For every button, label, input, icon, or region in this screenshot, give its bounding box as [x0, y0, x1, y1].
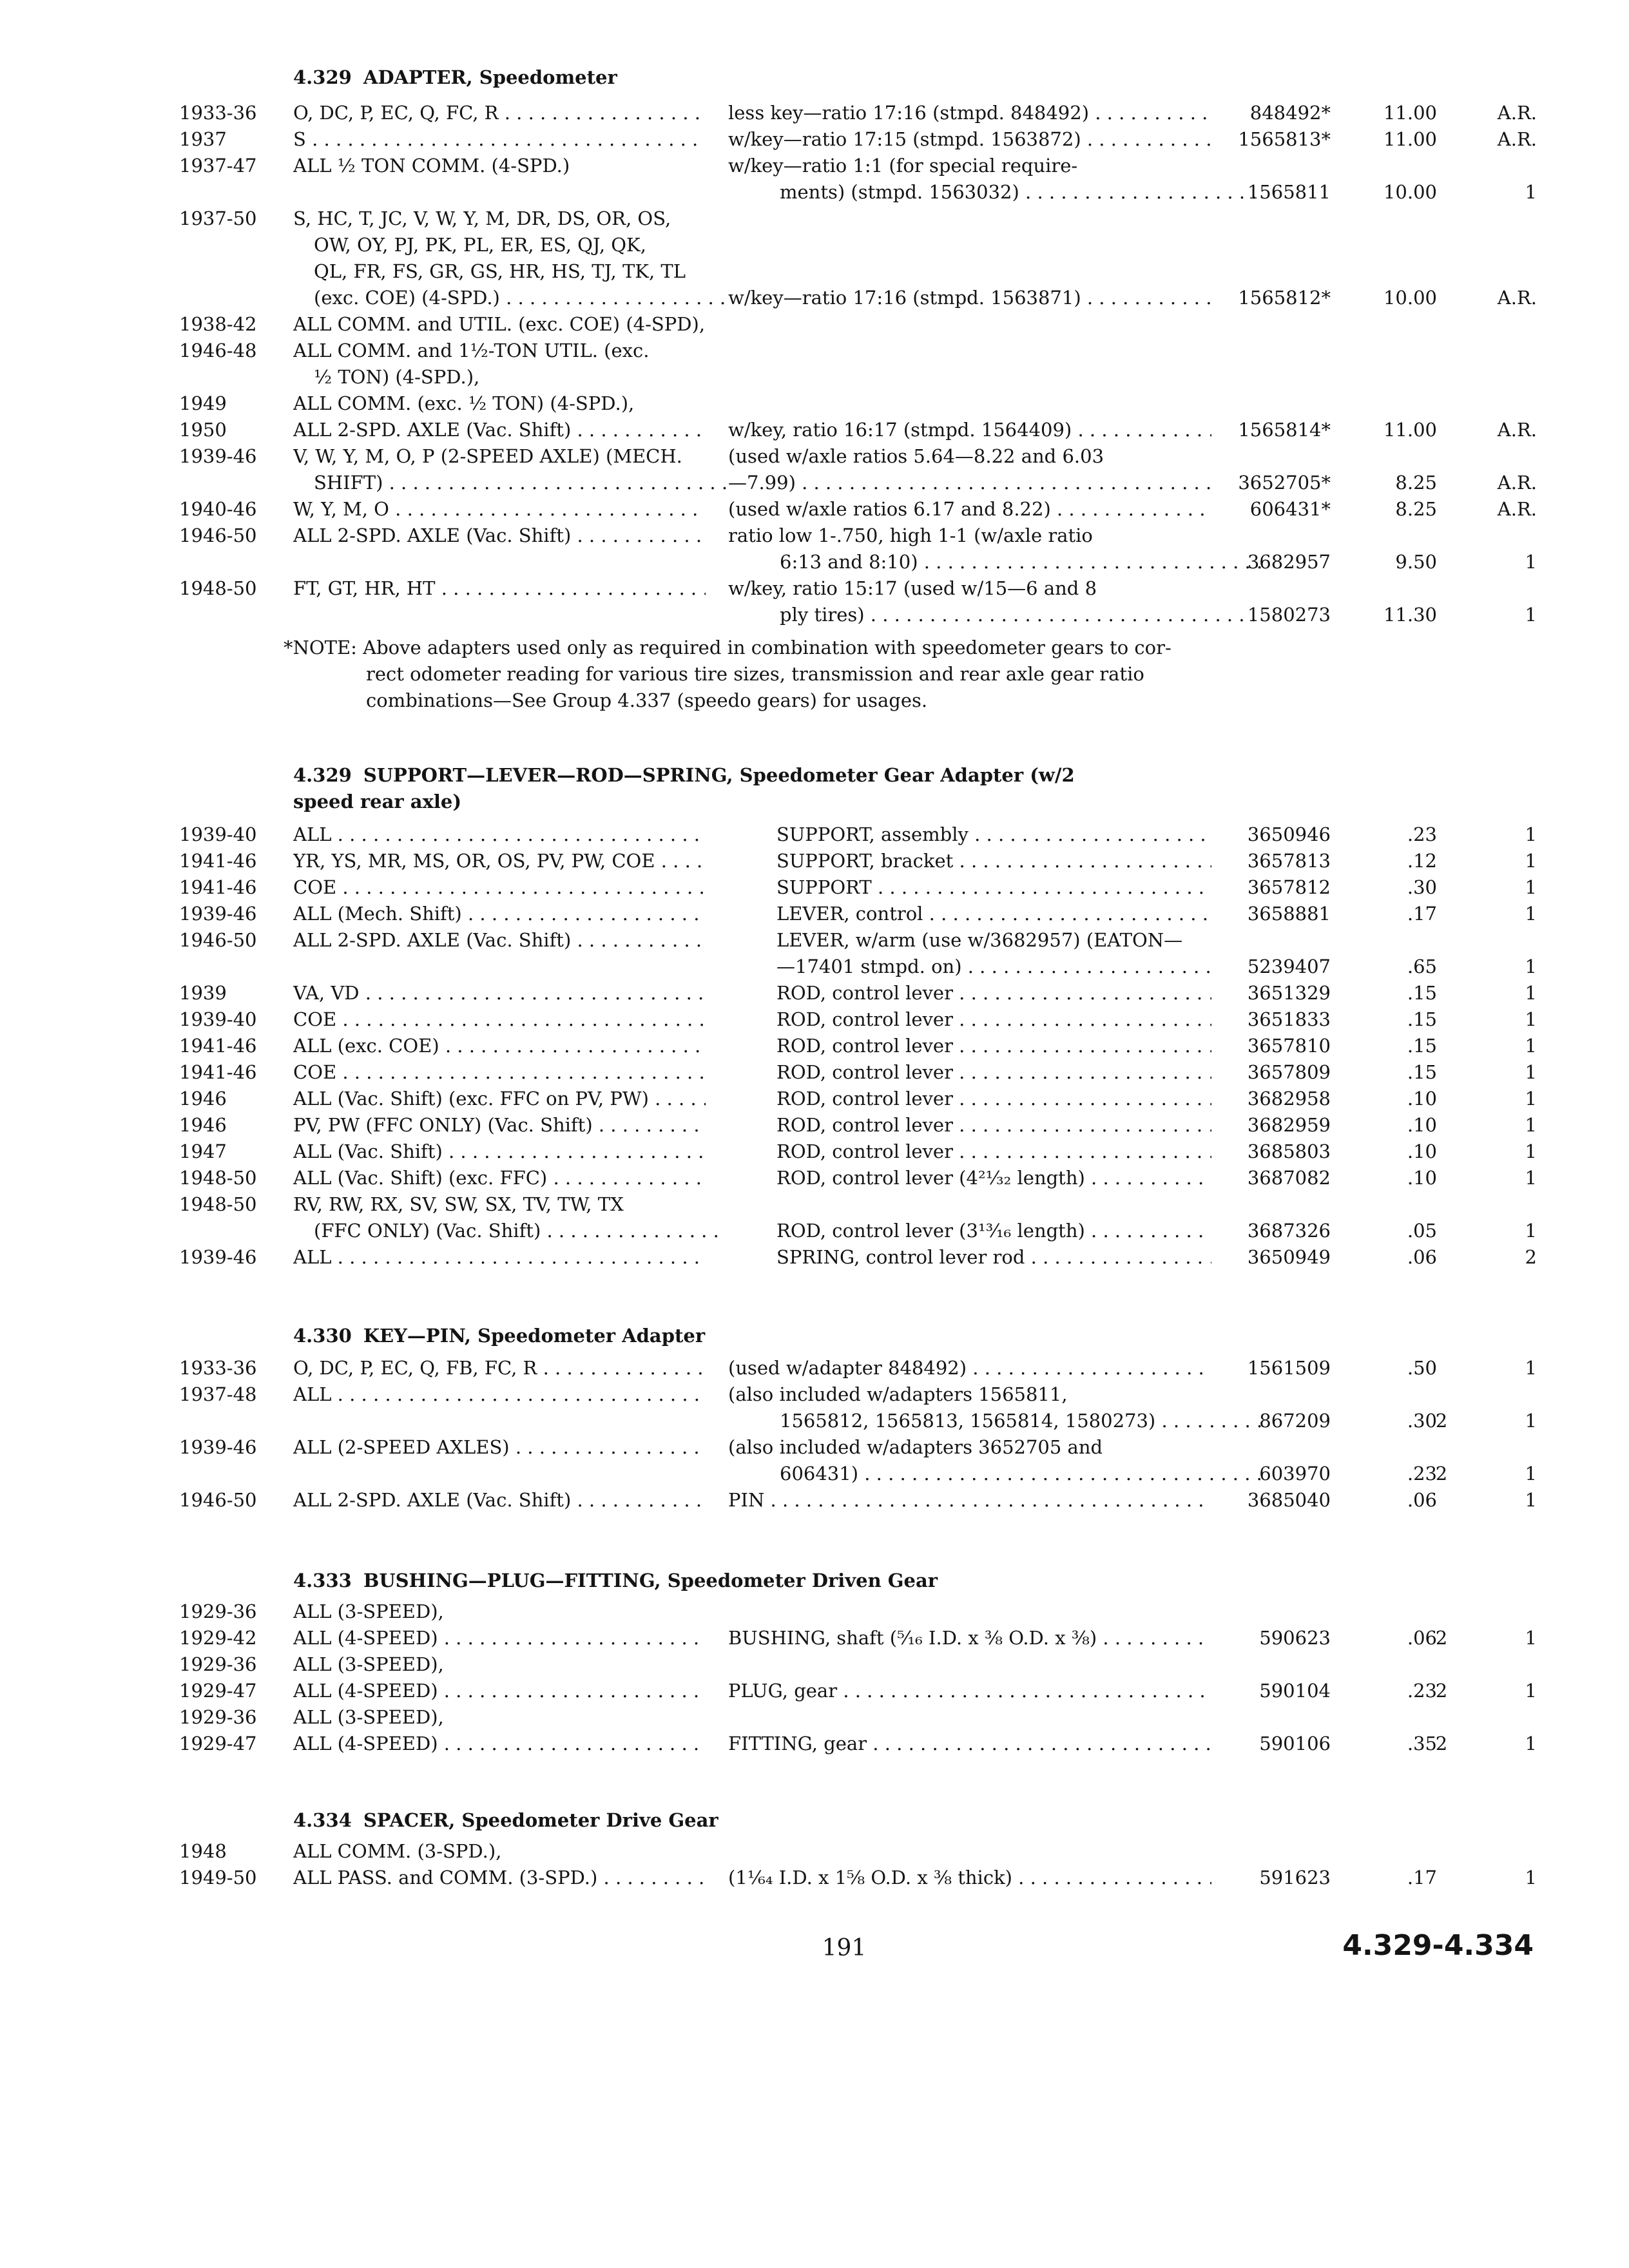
model-application: SHIFT) . . . — [293, 470, 726, 496]
part-number: 3682958 — [1247, 1088, 1331, 1110]
quantity-used: 1 — [1525, 1088, 1537, 1110]
section-heading — [293, 1568, 1260, 1594]
table-row — [0, 927, 1629, 954]
section-number: 4.334 — [293, 1809, 352, 1831]
quantity-used: 1 — [1525, 1035, 1537, 1057]
part-description: 1565812, 1565813, 1565814, 1580273) . . . — [728, 1408, 1263, 1434]
table-row — [0, 1191, 1629, 1218]
model-application: ALL . . . — [293, 1381, 706, 1408]
quantity-used: 1 — [1525, 1140, 1537, 1162]
part-description: PIN . . . — [728, 1487, 1211, 1514]
table-row — [0, 1355, 1629, 1381]
section-number: 4.329 — [293, 66, 352, 88]
table-row — [0, 258, 1629, 285]
part-description: ROD, control lever . . . — [776, 1139, 1211, 1165]
part-number: 3650946 — [1247, 823, 1331, 845]
table-row — [0, 100, 1629, 126]
part-description: less key—ratio 17:16 (stmpd. 848492) . . . — [728, 100, 1211, 126]
quantity-per-set: 2 — [1435, 1733, 1448, 1754]
model-year: 1939-40 — [179, 823, 257, 845]
quantity-used: A.R. — [1497, 128, 1537, 150]
part-number: 3650949 — [1247, 1246, 1331, 1268]
quantity-used: A.R. — [1497, 287, 1537, 309]
part-description: SPRING, control lever rod . . . — [776, 1244, 1211, 1271]
list-price: 10.00 — [1383, 181, 1437, 203]
table-row — [0, 549, 1629, 575]
model-application: ALL COMM. and 1½-TON UTIL. (exc. — [293, 340, 650, 361]
quantity-used: 1 — [1525, 1463, 1537, 1485]
quantity-per-set: 2 — [1435, 1410, 1448, 1432]
model-year: 1946-48 — [179, 340, 257, 361]
model-application: (exc. COE) (4-SPD.) . . . — [293, 285, 726, 311]
model-application: RV, RW, RX, SV, SW, SX, TV, TW, TX — [293, 1193, 624, 1215]
section-title: KEY—PIN, Speedometer Adapter — [363, 1325, 706, 1347]
model-year: 1941-46 — [179, 1061, 257, 1083]
model-application: ALL (Vac. Shift) (exc. FFC) . . . — [293, 1165, 706, 1191]
table-row — [0, 443, 1629, 470]
part-number: 3657809 — [1247, 1061, 1331, 1083]
model-year: 1946-50 — [179, 524, 257, 546]
model-application: ALL (Vac. Shift) . . . — [293, 1139, 706, 1165]
model-application: COE . . . — [293, 1006, 706, 1033]
quantity-used: 1 — [1525, 1357, 1537, 1379]
list-price: 8.25 — [1395, 472, 1437, 494]
model-year: 1937-47 — [179, 155, 257, 177]
part-number: 3682957 — [1247, 551, 1331, 573]
model-application: ALL COMM. and UTIL. (exc. COE) (4-SPD), — [293, 313, 706, 335]
quantity-per-set: 2 — [1435, 1627, 1448, 1649]
part-number: 3651329 — [1247, 982, 1331, 1004]
part-number: 3687326 — [1247, 1220, 1331, 1242]
model-year: 1949-50 — [179, 1867, 257, 1888]
section-title: ADAPTER, Speedometer — [363, 66, 617, 88]
list-price: .12 — [1407, 850, 1437, 872]
quantity-per-set: 2 — [1435, 1680, 1448, 1702]
model-year: 1940-46 — [179, 498, 257, 520]
model-application: ALL PASS. and COMM. (3-SPD.) . . . — [293, 1865, 706, 1891]
quantity-used: 1 — [1525, 181, 1537, 203]
part-description: ROD, control lever . . . — [776, 1086, 1211, 1112]
model-application: S, HC, T, JC, V, W, Y, M, DR, DS, OR, OS, — [293, 207, 671, 229]
quantity-used: 1 — [1525, 1410, 1537, 1432]
table-row — [0, 1461, 1629, 1487]
note-line: rect odometer reading for various tire sizes, transmission and rear axle gear ratio — [366, 663, 1144, 685]
model-application: ALL (Mech. Shift) . . . — [293, 901, 706, 927]
model-application: VA, VD . . . — [293, 980, 706, 1006]
part-number: 591623 — [1259, 1867, 1331, 1888]
quantity-used: 1 — [1525, 956, 1537, 977]
model-application: ALL COMM. (3-SPD.), — [293, 1840, 502, 1862]
list-price: .23 — [1407, 1680, 1437, 1702]
group-range: 4.329-4.334 — [1342, 1929, 1534, 1962]
part-description: (also included w/adapters 3652705 and — [728, 1436, 1103, 1458]
part-description: (also included w/adapters 1565811, — [728, 1383, 1068, 1405]
model-application: ALL (3-SPEED), — [293, 1600, 444, 1622]
part-number: 3685040 — [1247, 1489, 1331, 1511]
model-application: ALL . . . — [293, 822, 706, 848]
quantity-used: 1 — [1525, 982, 1537, 1004]
model-application: ALL 2-SPD. AXLE (Vac. Shift) . . . — [293, 523, 706, 549]
part-number: 3657812 — [1247, 876, 1331, 898]
model-application: ALL COMM. (exc. ½ TON) (4-SPD.), — [293, 392, 635, 414]
list-price: 11.00 — [1383, 419, 1437, 441]
part-description: ROD, control lever (4²¹⁄₃₂ length) . . . — [776, 1165, 1211, 1191]
table-row — [0, 1599, 1629, 1625]
quantity-used: 1 — [1525, 823, 1537, 845]
model-year: 1929-36 — [179, 1706, 257, 1728]
part-number: 1561509 — [1247, 1357, 1331, 1379]
model-application: ALL . . . — [293, 1244, 706, 1271]
table-row — [0, 822, 1629, 848]
section-heading — [293, 1323, 1260, 1349]
table-row — [0, 1112, 1629, 1139]
part-description: (used w/axle ratios 6.17 and 8.22) . . . — [728, 496, 1211, 523]
list-price: .06 — [1407, 1246, 1437, 1268]
model-application: ALL (Vac. Shift) (exc. FFC on PV, PW) . . . — [293, 1086, 706, 1112]
quantity-used: 1 — [1525, 604, 1537, 626]
model-application: COE . . . — [293, 874, 706, 901]
model-year: 1946-50 — [179, 1489, 257, 1511]
part-number: 3657810 — [1247, 1035, 1331, 1057]
table-row — [0, 1408, 1629, 1434]
part-description: ROD, control lever (3¹³⁄₁₆ length) . . . — [776, 1218, 1211, 1244]
list-price: .15 — [1407, 982, 1437, 1004]
list-price: .15 — [1407, 1008, 1437, 1030]
model-application: YR, YS, MR, MS, OR, OS, PV, PW, COE . . . — [293, 848, 706, 874]
table-row — [0, 1838, 1629, 1865]
part-number: 848492* — [1249, 102, 1331, 124]
list-price: 9.50 — [1395, 551, 1437, 573]
list-price: 11.00 — [1383, 128, 1437, 150]
model-application: QL, FR, FS, GR, GS, HR, HS, TJ, TK, TL — [314, 260, 686, 282]
part-number: 606431* — [1249, 498, 1331, 520]
table-row — [0, 153, 1629, 179]
part-description: —17401 stmpd. on) . . . — [776, 954, 1211, 980]
part-description: w/key—ratio 17:15 (stmpd. 1563872) . . . — [728, 126, 1211, 153]
model-year: 1949 — [179, 392, 227, 414]
part-number: 1580273 — [1247, 604, 1331, 626]
table-row — [0, 1865, 1629, 1891]
list-price: .10 — [1407, 1114, 1437, 1136]
quantity-used: 1 — [1525, 1061, 1537, 1083]
table-row — [0, 206, 1629, 232]
table-row — [0, 311, 1629, 338]
section-title: BUSHING—PLUG—FITTING, Speedometer Driven Gear — [363, 1570, 938, 1591]
part-description: SUPPORT, assembly . . . — [776, 822, 1211, 848]
table-row — [0, 1244, 1629, 1271]
part-description: (1¹⁄₆₄ I.D. x 1⅝ O.D. x ⅜ thick) . . . — [728, 1865, 1211, 1891]
quantity-used: 1 — [1525, 551, 1537, 573]
model-year: 1948-50 — [179, 577, 257, 599]
list-price: .06 — [1407, 1627, 1437, 1649]
list-price: .23 — [1407, 1463, 1437, 1485]
section-number: 4.333 — [293, 1570, 352, 1591]
list-price: .17 — [1407, 1867, 1437, 1888]
model-year: 1939-46 — [179, 1246, 257, 1268]
part-description: w/key, ratio 16:17 (stmpd. 1564409) . . . — [728, 417, 1211, 443]
part-description: ROD, control lever . . . — [776, 1059, 1211, 1086]
part-number: 1565811 — [1247, 181, 1331, 203]
table-row — [0, 417, 1629, 443]
table-row — [0, 575, 1629, 602]
table-row — [0, 523, 1629, 549]
part-number: 867209 — [1259, 1410, 1331, 1432]
model-year: 1929-47 — [179, 1733, 257, 1754]
quantity-used: 1 — [1525, 876, 1537, 898]
model-year: 1941-46 — [179, 850, 257, 872]
section-heading — [293, 762, 1260, 815]
part-description: SUPPORT . . . — [776, 874, 1211, 901]
section-title: SUPPORT—LEVER—ROD—SPRING, Speedometer Gear Adapter (w/2 speed rear axle) — [293, 764, 1075, 812]
section-heading — [293, 1807, 1260, 1834]
part-description: FITTING, gear . . . — [728, 1731, 1211, 1757]
part-description: LEVER, control . . . — [776, 901, 1211, 927]
section-note — [284, 635, 1211, 714]
list-price: .15 — [1407, 1061, 1437, 1083]
quantity-used: 1 — [1525, 850, 1537, 872]
table-row — [0, 1434, 1629, 1461]
part-description: BUSHING, shaft (⁵⁄₁₆ I.D. x ⅜ O.D. x ⅜) . . . — [728, 1625, 1211, 1651]
part-number: 3682959 — [1247, 1114, 1331, 1136]
model-application: ALL (4-SPEED) . . . — [293, 1625, 706, 1651]
table-row — [0, 496, 1629, 523]
model-year: 1939-46 — [179, 445, 257, 467]
quantity-used: A.R. — [1497, 419, 1537, 441]
model-application: OW, OY, PJ, PK, PL, ER, ES, QJ, QK, — [314, 234, 646, 256]
part-description: ROD, control lever . . . — [776, 1006, 1211, 1033]
table-row — [0, 126, 1629, 153]
model-application: O, DC, P, EC, Q, FB, FC, R . . . — [293, 1355, 706, 1381]
table-row — [0, 285, 1629, 311]
list-price: .30 — [1407, 876, 1437, 898]
list-price: 8.25 — [1395, 498, 1437, 520]
model-year: 1947 — [179, 1140, 227, 1162]
model-application: ALL (3-SPEED), — [293, 1706, 444, 1728]
part-description: SUPPORT, bracket . . . — [776, 848, 1211, 874]
model-year: 1939-46 — [179, 903, 257, 925]
table-row — [0, 1218, 1629, 1244]
quantity-used: 1 — [1525, 1627, 1537, 1649]
table-row — [0, 1651, 1629, 1678]
part-description: LEVER, w/arm (use w/3682957) (EATON— — [776, 929, 1183, 951]
table-row — [0, 1731, 1629, 1757]
part-description: ROD, control lever . . . — [776, 980, 1211, 1006]
table-row — [0, 1487, 1629, 1514]
table-row — [0, 1165, 1629, 1191]
model-application: (FFC ONLY) (Vac. Shift) . . . — [293, 1218, 726, 1244]
list-price: 10.00 — [1383, 287, 1437, 309]
model-application: ALL (3-SPEED), — [293, 1653, 444, 1675]
table-row — [0, 1625, 1629, 1651]
quantity-used: A.R. — [1497, 498, 1537, 520]
table-row — [0, 338, 1629, 364]
quantity-used: 1 — [1525, 1489, 1537, 1511]
part-number: 3658881 — [1247, 903, 1331, 925]
section-title: SPACER, Speedometer Drive Gear — [363, 1809, 718, 1831]
page-number: 191 — [822, 1935, 867, 1961]
table-row — [0, 179, 1629, 206]
table-row — [0, 1139, 1629, 1165]
part-number: 3685803 — [1247, 1140, 1331, 1162]
list-price: .15 — [1407, 1035, 1437, 1057]
quantity-used: 2 — [1525, 1246, 1537, 1268]
list-price: .30 — [1407, 1410, 1437, 1432]
part-number: 1565814* — [1238, 419, 1331, 441]
quantity-used: 1 — [1525, 1733, 1537, 1754]
model-year: 1948 — [179, 1840, 227, 1862]
part-description: 6:13 and 8:10) . . . — [728, 549, 1263, 575]
model-year: 1938-42 — [179, 313, 257, 335]
quantity-used: 1 — [1525, 1008, 1537, 1030]
part-number: 603970 — [1259, 1463, 1331, 1485]
table-row — [0, 232, 1629, 258]
note-line: *NOTE: Above adapters used only as required in combination with speedometer gears to cor- — [284, 637, 1171, 658]
quantity-used: 1 — [1525, 1867, 1537, 1888]
model-application: O, DC, P, EC, Q, FC, R . . . — [293, 100, 706, 126]
model-year: 1939-46 — [179, 1436, 257, 1458]
model-application: W, Y, M, O . . . — [293, 496, 706, 523]
model-year: 1939-40 — [179, 1008, 257, 1030]
table-row — [0, 470, 1629, 496]
model-year: 1933-36 — [179, 1357, 257, 1379]
list-price: .10 — [1407, 1088, 1437, 1110]
list-price: .06 — [1407, 1489, 1437, 1511]
table-row — [0, 874, 1629, 901]
list-price: .23 — [1407, 823, 1437, 845]
table-row — [0, 848, 1629, 874]
model-year: 1950 — [179, 419, 227, 441]
model-application: V, W, Y, M, O, P (2-SPEED AXLE) (MECH. — [293, 445, 682, 467]
model-application: ALL (4-SPEED) . . . — [293, 1731, 706, 1757]
part-number: 1565813* — [1238, 128, 1331, 150]
model-application: ALL (2-SPEED AXLES) . . . — [293, 1434, 706, 1461]
model-year: 1929-42 — [179, 1627, 257, 1649]
list-price: .65 — [1407, 956, 1437, 977]
section-number: 4.329 — [293, 764, 352, 786]
table-row — [0, 1086, 1629, 1112]
model-application: ALL 2-SPD. AXLE (Vac. Shift) . . . — [293, 1487, 706, 1514]
quantity-used: A.R. — [1497, 102, 1537, 124]
model-application: ALL 2-SPD. AXLE (Vac. Shift) . . . — [293, 417, 706, 443]
table-row — [0, 954, 1629, 980]
model-year: 1929-36 — [179, 1653, 257, 1675]
part-number: 3651833 — [1247, 1008, 1331, 1030]
table-row — [0, 1006, 1629, 1033]
model-application: S . . . — [293, 126, 706, 153]
model-application: ALL 2-SPD. AXLE (Vac. Shift) . . . — [293, 927, 706, 954]
model-application: FT, GT, HR, HT . . . — [293, 575, 706, 602]
quantity-used: 1 — [1525, 903, 1537, 925]
table-row — [0, 1678, 1629, 1704]
part-number: 1565812* — [1238, 287, 1331, 309]
model-year: 1946 — [179, 1114, 227, 1136]
quantity-used: 1 — [1525, 1680, 1537, 1702]
model-year: 1933-36 — [179, 102, 257, 124]
model-year: 1937-48 — [179, 1383, 257, 1405]
model-year: 1929-47 — [179, 1680, 257, 1702]
part-number: 3657813 — [1247, 850, 1331, 872]
list-price: 11.30 — [1383, 604, 1437, 626]
part-description: 606431) . . . — [728, 1461, 1263, 1487]
model-application: COE . . . — [293, 1059, 706, 1086]
part-description: PLUG, gear . . . — [728, 1678, 1211, 1704]
model-year: 1941-46 — [179, 1035, 257, 1057]
model-application: ALL ½ TON COMM. (4-SPD.) — [293, 155, 570, 177]
section-number: 4.330 — [293, 1325, 352, 1347]
part-description: —7.99) . . . — [728, 470, 1211, 496]
model-year: 1937 — [179, 128, 227, 150]
part-description: ROD, control lever . . . — [776, 1033, 1211, 1059]
part-number: 590106 — [1259, 1733, 1331, 1754]
list-price: 11.00 — [1383, 102, 1437, 124]
part-description: ments) (stmpd. 1563032) . . . — [728, 179, 1263, 206]
table-row — [0, 364, 1629, 390]
part-number: 3687082 — [1247, 1167, 1331, 1189]
model-year: 1948-50 — [179, 1193, 257, 1215]
list-price: .50 — [1407, 1357, 1437, 1379]
model-application: ALL (exc. COE) . . . — [293, 1033, 706, 1059]
model-year: 1941-46 — [179, 876, 257, 898]
part-description: w/key, ratio 15:17 (used w/15—6 and 8 — [728, 577, 1097, 599]
quantity-used: 1 — [1525, 1220, 1537, 1242]
section-heading — [293, 64, 1260, 91]
part-number: 590623 — [1259, 1627, 1331, 1649]
list-price: .10 — [1407, 1140, 1437, 1162]
part-description: (used w/adapter 848492) . . . — [728, 1355, 1211, 1381]
part-number: 5239407 — [1247, 956, 1331, 977]
part-number: 590104 — [1259, 1680, 1331, 1702]
table-row — [0, 1381, 1629, 1408]
model-application: ½ TON) (4-SPD.), — [314, 366, 480, 388]
model-year: 1946-50 — [179, 929, 257, 951]
note-line: combinations—See Group 4.337 (speedo gears) for usages. — [366, 689, 928, 711]
table-row — [0, 980, 1629, 1006]
table-row — [0, 1033, 1629, 1059]
list-price: .05 — [1407, 1220, 1437, 1242]
model-application: ALL (4-SPEED) . . . — [293, 1678, 706, 1704]
list-price: .10 — [1407, 1167, 1437, 1189]
model-year: 1929-36 — [179, 1600, 257, 1622]
table-row — [0, 602, 1629, 628]
table-row — [0, 1704, 1629, 1731]
part-description: ratio low 1-.750, high 1-1 (w/axle ratio — [728, 524, 1093, 546]
quantity-used: 1 — [1525, 1114, 1537, 1136]
model-year: 1937-50 — [179, 207, 257, 229]
part-description: ROD, control lever . . . — [776, 1112, 1211, 1139]
table-row — [0, 390, 1629, 417]
quantity-used: 1 — [1525, 1167, 1537, 1189]
part-description: w/key—ratio 1:1 (for special require- — [728, 155, 1078, 177]
part-description: w/key—ratio 17:16 (stmpd. 1563871) . . . — [728, 285, 1211, 311]
part-description: (used w/axle ratios 5.64—8.22 and 6.03 — [728, 445, 1104, 467]
model-application: PV, PW (FFC ONLY) (Vac. Shift) . . . — [293, 1112, 706, 1139]
list-price: .17 — [1407, 903, 1437, 925]
table-row — [0, 901, 1629, 927]
model-year: 1939 — [179, 982, 227, 1004]
part-number: 3652705* — [1238, 472, 1331, 494]
quantity-used: A.R. — [1497, 472, 1537, 494]
table-row — [0, 1059, 1629, 1086]
model-year: 1946 — [179, 1088, 227, 1110]
part-description: ply tires) . . . — [728, 602, 1263, 628]
model-year: 1948-50 — [179, 1167, 257, 1189]
quantity-per-set: 2 — [1435, 1463, 1448, 1485]
list-price: .35 — [1407, 1733, 1437, 1754]
